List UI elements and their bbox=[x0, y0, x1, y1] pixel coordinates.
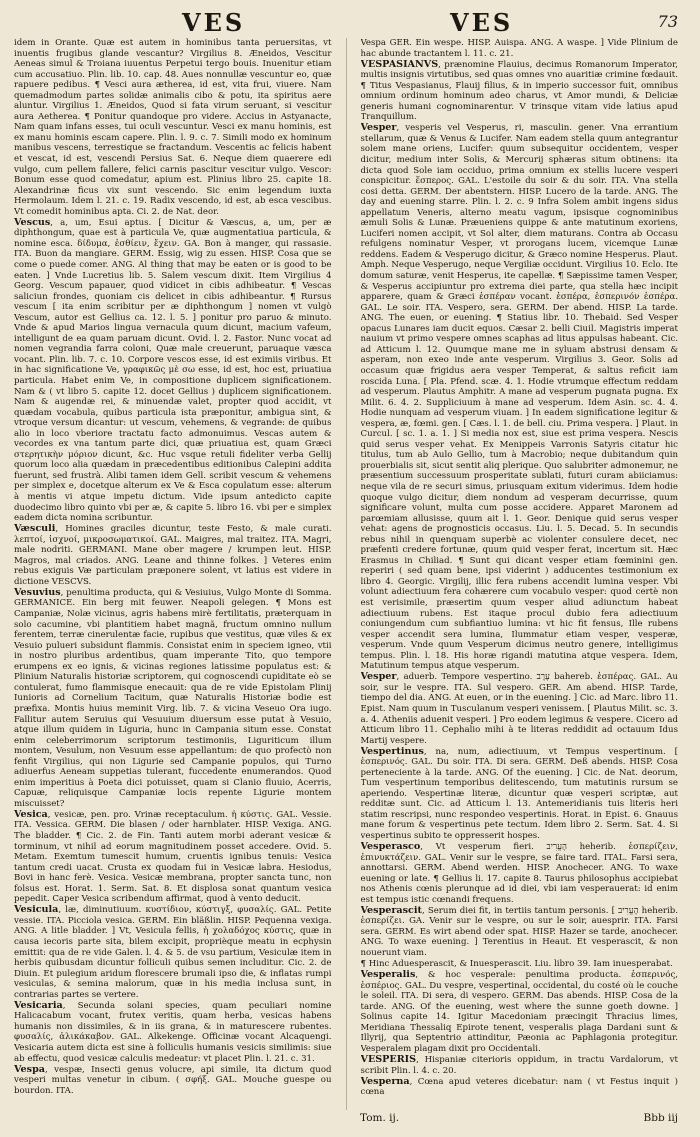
entry-text: vespæ, Insecti genus volucre, api simile, ita dictum quod vesperi multas venetur in cibum. ( σφήξ. GAL. Mouche guespe ou bourdon. ITA. bbox=[14, 1064, 332, 1096]
entry-text: Vespa GER. Ein wespe. HISP. Auispa. ANG. A waspe. ] Vide Plinium de hac abunde tractantem l. 11. c. 21. bbox=[360, 38, 678, 59]
entry-headword: Vescus bbox=[14, 216, 51, 228]
entry-text: aduerb. Tempore vespertino. עֶרֶב bahereb. ἑσπέρας. GAL. Au soir, sur le vespre. ITA. Sul vespero. GER. Am abend. HISP. Tarde, tiempo del dia. ANG. At euen, or in the euening. ] Cic. ad Marc. libro 11. Epist. Nam quum in Tusculanum vesperi venissem. [ Plautus Milit. sc. 3. a. 4. Atheniis aduenit vesperi. ] Pro eodem legimus & vespere. Cicero ad Atticum libro 11. Cephalio mihi à te literas reddidit ad octauum Idus Martij vespere. bbox=[360, 672, 678, 746]
entry-headword: Vesper bbox=[360, 122, 397, 134]
column-divider bbox=[346, 38, 347, 1110]
left-column bbox=[14, 38, 332, 1110]
dictionary-entry: Vespertinus, na, num, adiectiuum, vt Tempus vespertinum. [ ἑσπερινός. GAL. Du soir. ITA. Di sera. GERM. Deß abends. HISP. Cosa perteneciente à la tarde. ANG. Of the euening. ] Cic. de Nat. deorum, Tum vespertinum temporibus delitescendo, tum matutinis rursum se aperiendo. Vespertinæ literæ, dicuntur quæ vesperi scriptæ, aut redditæ sunt. Cic. ad Atticum l. 13. Antemeridianis tuis literis heri statim rescripsi, nunc respondeo vespertinis. Horat. in Epist. 6. Gnauus mane forum & vespertinus pete tectum. Idem libro 2. Serm. Sat. 4. Si vespertinus subito te oppresserit hospes. bbox=[360, 745, 678, 842]
entry-headword: Væsculi bbox=[14, 523, 56, 535]
dictionary-entry: Vesica, vesicæ, pen. pro. Vrinæ receptaculum. ἡ κύστις. GAL. Vessie. ITA. Vessica. GERM. Die blasen / oder harnblater. HISP. Vexiga. ANG. The bladder. ¶ Cic. 2. de Fin. Tanti autem morbi aderant vesicæ & torminum, vt nihil ad eorum magnitudinem posset accedere. Ovid. 5. Metam. Exemtum tumescit humum, cruentis ignibus tenuis: Vesica tantum credi uacat. Crusta ex quodam fui in Vesicæ labra. Hesiodus, Bovi in hanc ferè. Vesica. Vesicæ membrana, propter sancta tunc, non folsus est. Horat. 1. Serm. Sat. 8. Et displosa sonat quantum vesica pepedit. Caper Vesica scribendum affirmat, quod à vento deducit. bbox=[14, 808, 332, 905]
entry-text: Hispaniæ citerioris oppidum, in tractu Vardalorum, vt scribit Plin. l. 4. c. 20. bbox=[360, 1055, 678, 1076]
dictionary-entry: Vesper, aduerb. Tempore vespertino. עֶרֶב bahereb. ἑσπέρας. GAL. Au soir, sur le vespre. ITA. Sul vespero. GER. Am abend. HISP. Tarde, tiempo del dia. ANG. At euen, or in the euening. ] Cic. ad Marc. libro 11. Epist. Nam quum in Tusculanum vesperi venissem. [ Plautus Milit. sc. 3. a. 4. Atheniis aduenit vesperi. ] Pro eodem legimus & vespere. Cicero ad Atticum libro 11. Cephalio mihi à te literas reddidit ad octauum Idus Martij vespere. bbox=[360, 671, 678, 746]
entry-text: Serum diei fit, in tertiis tantum personis. [ הֶעֱרִיב heherib. ἑσπερίζει. GA. Venir sur le vespre, ou sur le soir, auesprir. ITA. Farsi sera. GERM. Es wirt abend oder spat. HISP. Hazer se tarde, anochecer. ANG. To waxe euening. ] Terentius in Heaut. Et vesperascit, & non nouerunt viam. bbox=[360, 905, 678, 959]
entry-text: a, um, Esui aptus. [ Dicitur & Væscus, a, um, per æ diphthongum, quae est à particula Ve, quæ augmentatiua particula, & nomine esca. δίδυμα, ἐσθίειν, ἔχειν. GA. Bon à manger, qui rassasie. ITA. Buon da mangiare. GERM. Essig, wig zu essen. HISP. Cosa que se come o puede comer. ANG. Al thing that may be eaten or is good to be eaten. ] Vnde Lucretius lib. 5. Salem vescum dixit. Item Virgilius 4 Georg. Vescum papauer, quod vidicet in cibis adhibeatur. ¶ Vescas saliciun frondes, quoniam cis delicet in cibis adhibeantur. ¶ Rursus vescum [ ita enim scribitur per æ diphthongum ] nomen vt vulgò Vescum, autor est Gellius ca. 12. l. 5. ] ponitur pro paruo & minuto. Vnde & apud Marios lingua vernacula quum dicunt, macium vafeum, intelligunt de ea quam paruam dicunt. Ovid. l. 2. Fastor. Nunc vocat ad nomen vegrandia farra coloni, Quæ male creuerunt, paruaque væsca vocant. Plin. lib. 7. c. 10. Corpore vescos esse, id est eximiis viribus. Et in hac significatione Ve, γραφικῶς μὲ σω esse, id est, hoc est, priuatiua particula. Habet enim Ve, in compositione duplicem significationem. Nam & ( vt libro 5. capite 12. docet Gellius ) duplicem significationem. Nam & augendæ rei, & minuendæ valet, propter quod accidit, vt quædam vocabula, quibus particula ista præponitur, ambigua sint, & vtroque versum dicantur: ut vescum, vehemens, & vegrande: de quibus alio in loco vberiore tractatu facto admonuimus. Vescas autem & vecordes ex vna tantum parte dici, quæ priuatiua est, quam Græci στερητικὴν μόριον dicunt, &c. Huc vsque retuli fideliter verba Gellij quorum loco alia quædam in præcedentibus editionibus Calepini addita fuerunt, sed frustrà. Alibi tamen idem Gell. scribit vescum & vehemens per simplex e, docetque alterum ex Ve & Esca copulatum esse: alterum à mentis vi atque impetu dictum. Vide ipsum antedicto capite duodecimo libro quinto vbi per æ, & capite 5. libro 16. vbi per e simplex eadem dicta nomina scribuntur. bbox=[14, 217, 332, 524]
entry-headword: Vesicaria bbox=[14, 999, 63, 1011]
entry-headword: Vespertinus bbox=[360, 745, 424, 757]
entry-headword: Vesperascit bbox=[360, 904, 422, 916]
entry-headword: Vesperna bbox=[360, 1075, 410, 1087]
entry-text: Cœna apud veteres dicebatur: nam ( vt Festus inquit ) cœna bbox=[360, 1076, 678, 1098]
entry-text: & hoc vesperale: penultima producta. ἑσπερινός, ἑσπέριος. GAL. Du vespre, vespertinal, occidental, du costé où le couche le soleil. ITA. Di sera, di vespero. GERM. Das abends. HISP. Cosa de la tarde. ANG. Of the euening, west where the sunne goeth downe. ] Solinus capite 14. Igitur Macedoniam præcingit Thracius limes, Meridiana Thessaliq Epirote tenent, vesperalis plaga Dardani sunt & Illyrij, qua Septentrio attinditur, Pæonia ac Paphlagonia protegitur. Vesperalem plagam dixit pro Occidentali. bbox=[360, 970, 678, 1054]
entry-text: prænomine Flauius, decimus Romanorum Imperator, multis insignis virtutibus, sed quas omnes vno auaritiæ crimine fœdauit. ¶ Titus Vespasianus, Flauij filius, & in imperio successor fuit, omnibus omnium ordinum hominum adeo charus, vt Amor mundi, & Deliciæ generis humani cognominarentur. V trinsque vitam vide latius apud Tranquillum. bbox=[360, 59, 678, 123]
entry-headword: Vesuvius bbox=[14, 586, 61, 598]
dictionary-entry: VESPERIS, Hispaniæ citerioris oppidum, in tractu Vardalorum, vt scribit Plin. l. 4. c. 20. bbox=[360, 1054, 678, 1076]
dictionary-entry: Vesperna, Cœna apud veteres dicebatur: nam ( vt Festus inquit ) cœna bbox=[360, 1075, 678, 1098]
entry-headword: VESPASIANVS bbox=[360, 58, 439, 70]
entry-headword: VESPERIS bbox=[360, 1054, 417, 1065]
page-number: 73 bbox=[657, 12, 678, 31]
entry-text: vesicæ, pen. pro. Vrinæ receptaculum. ἡ κύστις. GAL. Vessie. ITA. Vessica. GERM. Die blasen / oder harnblater. HISP. Vexiga. ANG. The bladder. ¶ Cic. 2. de Fin. Tanti autem morbi aderant vesicæ & torminum, vt nihil ad eorum magnitudinem posset accedere. Ovid. 5. Metam. Exemtum tumescit humum, cruentis ignibus tenuis: Vesica tantum credi uacat. Crusta ex quodam fui in Vesicæ labra. Hesiodus, Bovi in hanc ferè. Vesica. Vesicæ membrana, propter sancta tunc, non folsus est. Horat. 1. Serm. Sat. 8. Et displosa sonat quantum vesica pepedit. Caper Vesica scribendum affirmat, quod à vento deducit. bbox=[14, 809, 332, 905]
running-head-left: VES bbox=[182, 8, 246, 37]
entry-text: na, num, adiectiuum, vt Tempus vespertinum. [ ἑσπερινός. GAL. Du soir. ITA. Di sera. GERM. Deß abends. HISP. Cosa perteneciente à la tarde. ANG. Of the euening. ] Cic. de Nat. deorum, Tum vespertinum temporibus delitescendo, tum matutinis rursum se aperiendo. Vespertinæ literæ, dicuntur quæ vesperi scriptæ, aut redditæ sunt. Cic. ad Atticum l. 13. Antemeridianis tuis literis heri statim rescripsi, nunc respondeo vespertinis. Horat. in Epist. 6. Gnauus mane forum & vespertinus pete tectum. Idem libro 2. Serm. Sat. 4. Si vespertinus subito te oppresserit hospes. bbox=[360, 746, 678, 842]
dictionary-entry: Væsculi, Homines graciles dicuntur, teste Festo, & male curati. λεπτοί, ἰσχνοί, μικροσωματικοί. GAL. Maigres, mal traitez. ITA. Magri, male nodriti. GERMANI. Mane ober magere / krumpen leut. HISP. Magros, mal criados. ANG. Leane and thinne folkes. ] Veteres enim rebus exiguis Væ particulam præponere solent, vt latius est videre in dictione VESCVS. bbox=[14, 523, 332, 587]
entry-text: vesperis vel Vesperus, ri, masculin. gener. Vna errantium stellarum, quæ & Venus & Lucifer. Nam eadem stella quum antegrantur solem mane oriens, Lucifer: quum subsequitur occidentem, vesper dicitur, medium inter Solis, & Mercurij sphæras situm obtinens: ita dicta quod Sole iam occiduo, prima omnium ex stellis lucere vesperi conspicitur. ἕσπερος. GAL. L'estoile du soir & du soir. ITA. Vna stella cosi detta. GERM. Der abentstern. HISP. Lucero de la tarde. ANG. The day and euening starre. Plin. l. 2. c. 9 Infra Solem ambit ingens sidus appellatum Veneris, alterno meatu vagum, ipsisque cognominibus æmuli Solis & Lunæ. Præueniens quippe & ante matutinum exoriens, Luciferi nomen accipit, vt Sol alter, diem maturans. Contra ab Occasu refulgens nominatur Vesper, vt prorogans lucem, vicemque Lunæ reddens. Eadem & Vesperugo dicitur, & Græco nomine Hesperus. Plaut. Amph. Neque Vesperugo, neque Vergiliæ occidunt. Virgilius 10. Eclo. Ite domum saturæ, venit Hesperus, ite capellæ. ¶ Sæpissime tamen Vesper, & Vesperus accipiuntur pro extrema diei parte, qua stella hæc incipit apparere, quam & Græci ἑσπέραν vocant. ἑσπέρα, ἑσπερινόν ἑσπέρα. GAL. Le soir. ITA. Vespero, sera. GERM. Der abend. HISP. La tarde. ANG. The euen, or euening. ¶ Statius libr. 10. Thebaid. Sed Vesper opacus Lunares iam ducit equos. Cæsar 2. belli Ciuil. Magistris imperat nauium vt primo vespere omnes scaphas ad litus appulsas habeant. Cic. ad Atticum l. 12. Quumque mane me in syluam abstrusi densam & asperam, non exeo inde ante vesperum. Virgilius 3. Geor. Solis ad occasum quæ frigidus aera vesper Temperat, & saltus reficit iam roscida Luna. [ Pla. Pfend. scæ. 4. 1. Hodie vtrumque effectum reddam ad vesperum. Plautus Amphitr. A mane ad vesperum pugnata pugna. Ex Milit. 6. 4. 2. Suppliciuum à mane ad vesperum. Idem Asin. sc. 4. 4. Hodie nunquam ad vesperum viuam. ] In eadem significatione legitur & vespera, æ, fœmi. gen. [ Cæs. l. 1. de bell. ciu. Prima vespera. ] Plaut. in Curcul. [ sc. 1. a. 1. ] Si media nox est, siue est prima vespera. Nescis quid serus vesper vehat. Ex Menippeis Varronis Satyris citatur hic titulus, tum ab Aulo Gellio, tum à Macrobio; neque dubitandum quin prouerbialis sit, sicut sentit aliq plerique. Quo salubriter admonemur, ne præsentium successuum prosperitate sublati, futuri curam abiiciamus: neque vila de re securi simus, priusquam exitum viderimus. Idem hodie quoque vulgo dicitur, diem nondum ad vesperam decurrisse, quum significare volunt, multa cum posse accidere. Apparet Maronem ad parœmiam allusisse, quum ait l. 1. Geor. Denique quid serus vesper vehat: agens de prognosticis occasus. Liu. l. 5. Decad. 5. In secundis rebus nihil in quenquam superbè ac violenter consulere decet, nec præfenti credere fortunæ, quum quid vesper ferat, incertum sit. Hæc Erasmus in Chiliad. ¶ Sunt qui dicant vesper etiam fœminini gen. reperiri ( sed quam bene, ipsi viderint ) adducentes testimonium ex libro 4. Georgic. Virgilij, illic fera rubens accendit lumina vesper. Vbi volunt adiectiuum fera cohærere cum vocabulo vesper: quod certè non est verisimile, præsertim quum vesper aliud adiunctum habeat adiectiuum rubens. Est itaque procul dubio fera adiectiuum coniungendum cum subfiantiuo lumina: vt hic fit fensus, Ille rubens vesper accendit sera lumina, Ilummatur etiam vesper, vesperæ, vesperum. Vnde quum Vesperum dicimus neutro genere, intelligimus tempus. Plin. l. 18. His horæ rigandi matutina atque vespera. Idem, Matutinum tempus atque vesperum. bbox=[360, 123, 678, 672]
entry-text: Homines graciles dicuntur, teste Festo, & male curati. λεπτοί, ἰσχνοί, μικροσωματικοί. GAL. Maigres, mal traitez. ITA. Magri, male nodriti. GERMANI. Mane ober magere / krumpen leut. HISP. Magros, mal criados. ANG. Leane and thinne folkes. ] Veteres enim rebus exiguis Væ particulam præponere solent, vt latius est videre in dictione VESCVS. bbox=[14, 524, 332, 587]
entry-text: Secunda solani species, quam peculiari nomine Halicacabum vocant, frutex veritis, quam herba, vesicas habens humanis non dissimiles, & in iis grana, & in maturescere rubentes. φυσαλίς, ἀλικάκαβον. GAL. Alkekenge. Officinæ vocant Alcaquengi. Vesicaria autem dicta est sine à folliculis humanis vesicis similimis: siue ab effectu, quod vesicæ calculis medeatur: vt placet Plin. l. 21. c. 31. bbox=[14, 1000, 332, 1064]
running-head-right: VES bbox=[450, 8, 514, 37]
entry-text: Vt vesperum fieri. הֶעֱרִיב heherib. ἑσπερίζειν, ἐπινυκτάζειν. GAL. Venir sur le vespre, se faire tard. ITAL. Farsi sera, annottarsi. GERM. Abend werden. HISP. Anochecer. ANG. To waxe euening or late. ¶ Gellius li. 17. capite 8. Taurus philosophus accipiebat nos Athenis cœnis plerunque ad id diei, vbi iam vesperauerat: id enim est tempus istic cœnandi frequens. bbox=[360, 842, 678, 905]
entry-headword: Vesicula bbox=[14, 904, 59, 916]
entry-text: læ, diminutiuum. κυστίδιον, κύστιγξ, φυσαλίς. GAL. Petite vessie. ITA. Picciola vesica. GERM. Ein bläßlin. HISP. Pequenna vexiga. ANG. A litle bladder. ] Vt, Vesicula fellis, ἡ χολαδόχος κύστις, quæ in causa iecoris parte sita, bilem excipit, proprièque meatu in ecphysin emittit: qua de re vide Galen. l. 4. & 5. de vsu partium, Vesiculæ item in herbis quibusdam dicuntur folliculi quibus semen includitur. Cic. 2. de Diuin. Et pulegium aridum florescere brumali ipso die, & inflatas rumpi vesiculas, & semina malorum, quæ in his media inclusa sunt, in contrarias partes se vertere. bbox=[14, 905, 332, 1000]
dictionary-entry bbox=[14, 38, 332, 217]
entry-headword: Vesperasco bbox=[360, 841, 421, 853]
dictionary-entry: Vesuvius, penultima producta, qui & Vesiuius, Vulgo Monte di Somma. GERMANICE. Ein berg mit feuwer. Neapoli gelegen. ¶ Mons est Campaniæ, Nolæ vicinus, agris habens mirè fertilitatis, præterquam in solo cacumine, vbi plantitiem habet magnã, fructum omnino nullum ferentem, terræ cinerulentæ facie, rupibus que vestitus, quæ viles & ex Vesuio pulueri subsidunt flammis. Consistat enim in speciem igneo, vtii in nostro pluribus ardentibus, quam imperante Tito, quo tempore erumpens ex eo ignis, & vicinas regiones latissime populatus est: & Plinium Naturalis historiæ scriptorem, qui cognoscendi cupiditate eò se contulerat, fumo flammisque enecauit: qua de re vide Epistolam Plinij Iunioris ad Cornelium Tacitum, quæ Naturalis Historiæ bodie est præfixa. Montis huius meminit Virg. lib. 7. & vicina Veseuo Ora iugo. Fallitur autem Seruius qui Vesuuium diuersum esse putat à Vesuio, atque illum quidem in Liguria, hunc in Campania situm esse. Constat enim celeberrimorum scriptorum testimoniis, Liguriticum illum montem, Vesulum, non Vesuum esse appellantum: de quo profectò non fenfit Virgilius, qui non Ligurie sed Campanie populos, qui Turno adiuerfus Aeneam suppetias tulerant, fuccedente enumerandos. Quod enim imperitius à Poeta dici potuisset, quam si Clanio fluuio, Acerris, Capuæ, reliquisque Campaniæ locis repente Ligurie montem miscuisset? bbox=[14, 586, 332, 809]
dictionary-entry: Vesperalis, & hoc vesperale: penultima producta. ἑσπερινός, ἑσπέριος. GAL. Du vespre, vespertinal, occidental, du costé où le couche le soleil. ITA. Di sera, di vespero. GERM. Das abends. HISP. Cosa de la tarde. ANG. Of the euening, west where the sunne goeth downe. ] Solinus capite 14. Igitur Macedoniam præcingit Thracius limes, Meridiana Thessaliq Epirote tenent, vesperalis plaga Dardani sunt & Illyrij, qua Septentrio attinditur, Pæonia ac Paphlagonia protegitur. Vesperalem plagam dixit pro Occidentali. bbox=[360, 969, 678, 1054]
dictionary-entry: Vesperascit, Serum diei fit, in tertiis tantum personis. [ הֶעֱרִיב heherib. ἑσπερίζει. GA. Venir sur le vespre, ou sur le soir, auesprir. ITA. Farsi sera. GERM. Es wirt abend oder spat. HISP. Hazer se tarde, anochecer. ANG. To waxe euening. ] Terentius in Heaut. Et vesperascit, & non nouerunt viam. bbox=[360, 904, 678, 959]
entry-headword: Vesper bbox=[360, 671, 397, 683]
text-columns bbox=[14, 38, 678, 1110]
right-column bbox=[361, 38, 679, 1110]
entry-headword: Vesica bbox=[14, 808, 48, 820]
dictionary-entry: Vesicula, læ, diminutiuum. κυστίδιον, κύστιγξ, φυσαλίς. GAL. Petite vessie. ITA. Picciola vesica. GERM. Ein bläßlin. HISP. Pequenna vexiga. ANG. A litle bladder. ] Vt, Vesicula fellis, ἡ χολαδόχος κύστις, quæ in causa iecoris parte sita, bilem excipit, proprièque meatu in ecphysin emittit: qua de re vide Galen. l. 4. & 5. de vsu partium, Vesiculæ item in herbis quibusdam dicuntur folliculi quibus semen includitur. Cic. 2. de Diuin. Et pulegium aridum florescere brumali ipso die, & inflatas rumpi vesiculas, & semina malorum, quæ in his media inclusa sunt, in contrarias partes se vertere. bbox=[14, 904, 332, 1000]
entry-headword: Vesperalis bbox=[360, 969, 416, 981]
volume-label: Tom. ij. bbox=[360, 1112, 400, 1124]
dictionary-entry bbox=[361, 959, 679, 970]
dictionary-entry bbox=[361, 38, 679, 59]
signature-mark: Bbb iij bbox=[643, 1112, 678, 1124]
page-header bbox=[14, 6, 678, 36]
dictionary-entry: Vescus, a, um, Esui aptus. [ Dicitur & Væscus, a, um, per æ diphthongum, quae est à particula Ve, quæ augmentatiua particula, & nomine esca. δίδυμα, ἐσθίειν, ἔχειν. GA. Bon à manger, qui rassasie. ITA. Buon da mangiare. GERM. Essig, wig zu essen. HISP. Cosa que se come o puede comer. ANG. Al thing that may be eaten or is good to be eaten. ] Vnde Lucretius lib. 5. Salem vescum dixit. Item Virgilius 4 Georg. Vescum papauer, quod vidicet in cibis adhibeatur. ¶ Vescas saliciun frondes, quoniam cis delicet in cibis adhibeantur. ¶ Rursus vescum [ ita enim scribitur per æ diphthongum ] nomen vt vulgò Vescum, autor est Gellius ca. 12. l. 5. ] ponitur pro paruo & minuto. Vnde & apud Marios lingua vernacula quum dicunt, macium vafeum, intelligunt de ea quam paruam dicunt. Ovid. l. 2. Fastor. Nunc vocat ad nomen vegrandia farra coloni, Quæ male creuerunt, paruaque væsca vocant. Plin. lib. 7. c. 10. Corpore vescos esse, id est eximiis viribus. Et in hac significatione Ve, γραφικῶς μὲ σω esse, id est, hoc est, priuatiua particula. Habet enim Ve, in compositione duplicem significationem. Nam & ( vt libro 5. capite 12. docet Gellius ) duplicem significationem. Nam & augendæ rei, & minuendæ valet, propter quod accidit, vt quædam vocabula, quibus particula ista præponitur, ambigua sint, & vtroque versum dicantur: ut vescum, vehemens, & vegrande: de quibus alio in loco vberiore tractatu facto admonuimus. Vescas autem & vecordes ex vna tantum parte dici, quæ priuatiua est, quam Græci στερητικὴν μόριον dicunt, &c. Huc vsque retuli fideliter verba Gellij quorum loco alia quædam in præcedentibus editionibus Calepini addita fuerunt, sed frustrà. Alibi tamen idem Gell. scribit vescum & vehemens per simplex e, docetque alterum ex Ve & Esca copulatum esse: alterum à mentis vi atque impetu dictum. Vide ipsum antedicto capite duodecimo libro quinto vbi per æ, & capite 5. libro 16. vbi per e simplex eadem dicta nomina scribuntur. bbox=[14, 216, 332, 524]
dictionary-entry: Vesper, vesperis vel Vesperus, ri, masculin. gener. Vna errantium stellarum, quæ & Venus & Lucifer. Nam eadem stella quum antegrantur solem mane oriens, Lucifer: quum subsequitur occidentem, vesper dicitur, medium inter Solis, & Mercurij sphæras situm obtinens: ita dicta quod Sole iam occiduo, prima omnium ex stellis lucere vesperi conspicitur. ἕσπερος. GAL. L'estoile du soir & du soir. ITA. Vna stella cosi detta. GERM. Der abentstern. HISP. Lucero de la tarde. ANG. The day and euening starre. Plin. l. 2. c. 9 Infra Solem ambit ingens sidus appellatum Veneris, alterno meatu vagum, ipsisque cognominibus æmuli Solis & Lunæ. Præueniens quippe & ante matutinum exoriens, Luciferi nomen accipit, vt Sol alter, diem maturans. Contra ab Occasu refulgens nominatur Vesper, vt prorogans lucem, vicemque Lunæ reddens. Eadem & Vesperugo dicitur, & Græco nomine Hesperus. Plaut. Amph. Neque Vesperugo, neque Vergiliæ occidunt. Virgilius 10. Eclo. Ite domum saturæ, venit Hesperus, ite capellæ. ¶ Sæpissime tamen Vesper, & Vesperus accipiuntur pro extrema diei parte, qua stella hæc incipit apparere, quam & Græci ἑσπέραν vocant. ἑσπέρα, ἑσπερινόν ἑσπέρα. GAL. Le soir. ITA. Vespero, sera. GERM. Der abend. HISP. La tarde. ANG. The euen, or euening. ¶ Statius libr. 10. Thebaid. Sed Vesper opacus Lunares iam ducit equos. Cæsar 2. belli Ciuil. Magistris imperat nauium vt primo vespere omnes scaphas ad litus appulsas habeant. Cic. ad Atticum l. 12. Quumque mane me in syluam abstrusi densam & asperam, non exeo inde ante vesperum. Virgilius 3. Geor. Solis ad occasum quæ frigidus aera vesper Temperat, & saltus reficit iam roscida Luna. [ Pla. Pfend. scæ. 4. 1. Hodie vtrumque effectum reddam ad vesperum. Plautus Amphitr. A mane ad vesperum pugnata pugna. Ex Milit. 6. 4. 2. Suppliciuum à mane ad vesperum. Idem Asin. sc. 4. 4. Hodie nunquam ad vesperum viuam. ] In eadem significatione legitur & vespera, æ, fœmi. gen. [ Cæs. l. 1. de bell. ciu. Prima vespera. ] Plaut. in Curcul. [ sc. 1. a. 1. ] Si media nox est, siue est prima vespera. Nescis quid serus vesper vehat. Ex Menippeis Varronis Satyris citatur hic titulus, tum ab Aulo Gellio, tum à Macrobio; neque dubitandum quin prouerbialis sit, sicut sentit aliq plerique. Quo salubriter admonemur, ne præsentium successuum prosperitate sublati, futuri curam abiiciamus: neque vila de re securi simus, priusquam exitum viderimus. Idem hodie quoque vulgo dicitur, diem nondum ad vesperam decurrisse, quum significare volunt, multa cum posse accidere. Apparet Maronem ad parœmiam allusisse, quum ait l. 1. Geor. Denique quid serus vesper vehat: agens de prognosticis occasus. Liu. l. 5. Decad. 5. In secundis rebus nihil in quenquam superbè ac violenter consulere decet, nec præfenti credere fortunæ, quum quid vesper ferat, incertum sit. Hæc Erasmus in Chiliad. ¶ Sunt qui dicant vesper etiam fœminini gen. reperiri ( sed quam bene, ipsi viderint ) adducentes testimonium ex libro 4. Georgic. Virgilij, illic fera rubens accendit lumina vesper. Vbi volunt adiectiuum fera cohærere cum vocabulo vesper: quod certè non est verisimile, præsertim quum vesper aliud adiunctum habeat adiectiuum rubens. Est itaque procul dubio fera adiectiuum coniungendum cum subfiantiuo lumina: vt hic fit fensus, Ille rubens vesper accendit sera lumina, Ilummatur etiam vesper, vesperæ, vesperum. Vnde quum Vesperum dicimus neutro genere, intelligimus tempus. Plin. l. 18. His horæ rigandi matutina atque vespera. Idem, Matutinum tempus atque vesperum. bbox=[360, 122, 678, 672]
dictionary-entry: Vesicaria, Secunda solani species, quam peculiari nomine Halicacabum vocant, frutex veritis, quam herba, vesicas habens humanis non dissimiles, & in iis grana, & in maturescere rubentes. φυσαλίς, ἀλικάκαβον. GAL. Alkekenge. Officinæ vocant Alcaquengi. Vesicaria autem dicta est sine à folliculis humanis vesicis similimis: siue ab effectu, quod vesicæ calculis medeatur: vt placet Plin. l. 21. c. 31. bbox=[14, 999, 332, 1064]
entry-text: ¶ Hinc Aduesperascit, & Inuesperascit. Liu. libro 39. Iam inuesperabat. bbox=[360, 959, 673, 970]
entry-headword: Vespa bbox=[14, 1063, 45, 1075]
page-footer bbox=[360, 1112, 678, 1124]
entry-text: penultima producta, qui & Vesiuius, Vulgo Monte di Somma. GERMANICE. Ein berg mit feuwer. Neapoli gelegen. ¶ Mons est Campaniæ, Nolæ vicinus, agris habens mirè fertilitatis, præterquam in solo cacumine, vbi plantitiem habet magnã, fructum omnino nullum ferentem, terræ cinerulentæ facie, rupibus que vestitus, quæ viles & ex Vesuio pulueri subsidunt flammis. Consistat enim in speciem igneo, vtii in nostro pluribus ardentibus, quam imperante Tito, quo tempore erumpens ex eo ignis, & vicinas regiones latissime populatus est: & Plinium Naturalis historiæ scriptorem, qui cognoscendi cupiditate eò se contulerat, fumo flammisque enecauit: qua de re vide Epistolam Plinij Iunioris ad Cornelium Tacitum, quæ Naturalis Historiæ bodie est præfixa. Montis huius meminit Virg. lib. 7. & vicina Veseuo Ora iugo. Fallitur autem Seruius qui Vesuuium diuersum esse putat à Vesuio, atque illum quidem in Liguria, hunc in Campania situm esse. Constat enim celeberrimorum scriptorum testimoniis, Liguriticum illum montem, Vesulum, non Vesuum esse appellantum: de quo profectò non fenfit Virgilius, qui non Ligurie sed Campanie populos, qui Turno adiuerfus Aeneam suppetias tulerant, fuccedente enumerandos. Quod enim imperitius à Poeta dici potuisset, quam si Clanio fluuio, Acerris, Capuæ, reliquisque Campaniæ locis repente Ligurie montem miscuisset? bbox=[14, 587, 332, 809]
dictionary-entry: Vesperasco, Vt vesperum fieri. הֶעֱרִיב heherib. ἑσπερίζειν, ἐπινυκτάζειν. GAL. Venir sur le vespre, se faire tard. ITAL. Farsi sera, annottarsi. GERM. Abend werden. HISP. Anochecer. ANG. To waxe euening or late. ¶ Gellius li. 17. capite 8. Taurus philosophus accipiebat nos Athenis cœnis plerunque ad id diei, vbi iam vesperauerat: id enim est tempus istic cœnandi frequens. bbox=[360, 841, 678, 905]
entry-text: idem in Orante. Quæ est autem in hominibus tanta peruersitas, vt inuentis frugibus glande vescantur? Virgilius 8. Æneidos, Vescitur Aeneas simul & Troiana iuuentus Perpetui tergo bouis. Inuenitur etiam cum accusatiuo. Plin. lib. 10. cap. 48. Aues nonnullæ vescuntur eo, quæ rapuere pedibus. ¶ Vesci aura ætherea, id est, vita frui, viuere. Nam quemadmodum partes solidæ animalis cibo & potu, ita spiritus aere aluntur. Virgilius 1. Æneidos, Quod si fata virum seruant, si vescitur aura Aetherea. ¶ Ponitur quandoque pro videre. Accius in Astyanacte, Nam quam infans esses, tui oculi vescuntur. Vesci ex manu hominis, est ex manu hominis escam capere. Plin. l. 9. c. 7. Simili modo ex hominum manibus vescens, terrestique se fractandum. Vescentis ac felicis habent et vescat, id est, vescendi Persius Sat. 6. Neque diem quaerere edi vulgo, cum pellem fallere, felici carnis pascitur vescitur vulgo. Vescor: Bonum esse quod comedatur, apium est. Plinius libro 25. capite 18. Alexandrinæ ficus vix sunt vescendo. Sic enim legendum iuxta Hermolaum. Idem l. 21. c. 19. Radix vescendo, id est, ab esca vescibus. Vt comedit hominibus apta. Ci. 2. de Nat. deor. bbox=[14, 38, 332, 217]
dictionary-entry: VESPASIANVS, prænomine Flauius, decimus Romanorum Imperator, multis insignis virtutibus, sed quas omnes vno auaritiæ crimine fœdauit. ¶ Titus Vespasianus, Flauij filius, & in imperio successor fuit, omnibus omnium ordinum hominum adeo charus, vt Amor mundi, & Deliciæ generis humani cognominarentur. V trinsque vitam vide latius apud Tranquillum. bbox=[360, 58, 678, 123]
dictionary-entry: Vespa, vespæ, Insecti genus volucre, api simile, ita dictum quod vesperi multas venetur in cibum. ( σφήξ. GAL. Mouche guespe ou bourdon. ITA. bbox=[14, 1063, 332, 1096]
